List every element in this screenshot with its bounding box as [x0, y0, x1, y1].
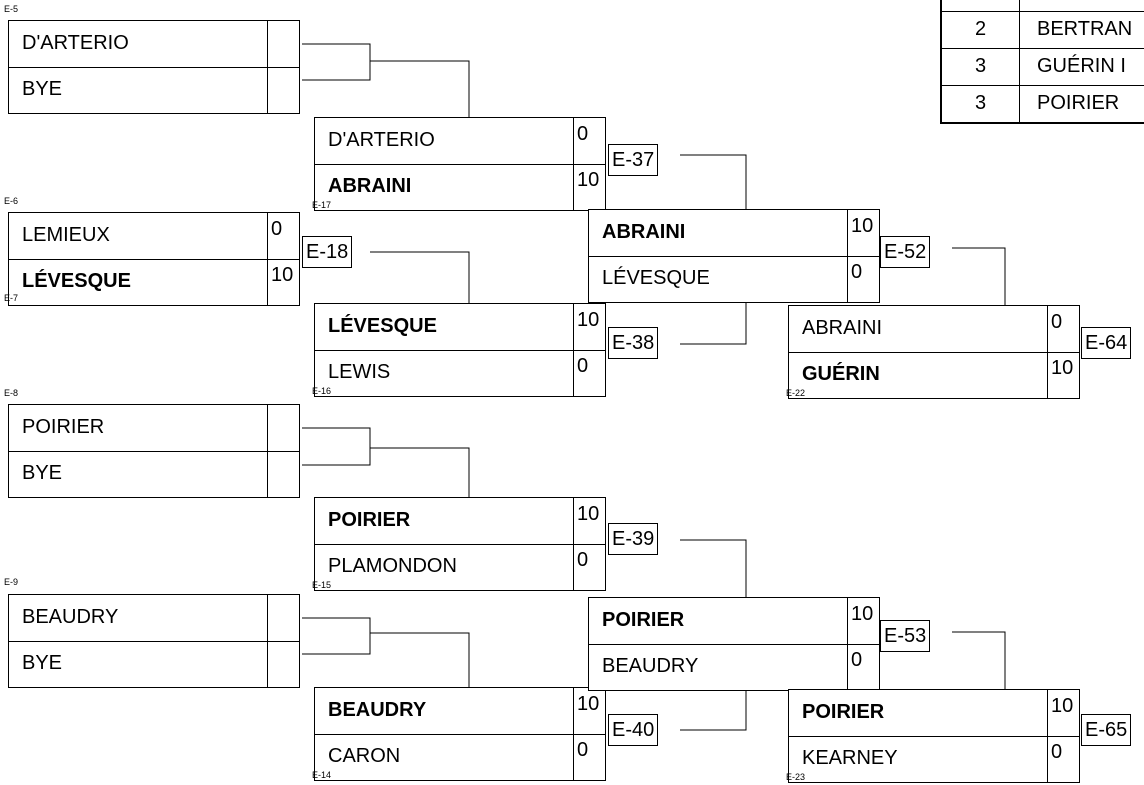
competitor-score: [267, 595, 299, 641]
match-box: [314, 117, 606, 211]
competitor-score: [267, 641, 299, 688]
competitor-row: [789, 352, 1079, 399]
ranking-name: POIRIER: [1037, 92, 1120, 114]
game-label: E-53: [880, 620, 930, 652]
ranking-position: 3: [942, 86, 1020, 122]
ranking-name: GUÉRIN I: [1037, 55, 1126, 77]
competitor-row: [315, 734, 605, 781]
match-box: [314, 303, 606, 397]
ranking-row-clipped: [942, 0, 1144, 11]
competitor-score: 10: [1047, 352, 1079, 399]
competitor-name: BYE: [22, 78, 63, 100]
match-box: [8, 404, 300, 498]
match-box: [314, 497, 606, 591]
competitor-name: GUÉRIN: [802, 363, 880, 385]
competitor-row: [9, 595, 299, 642]
competitor-row: [9, 451, 299, 498]
competitor-row: [589, 256, 879, 303]
match-label: E-5: [4, 4, 19, 14]
ranking-row: [942, 11, 1144, 48]
competitor-score: 0: [573, 734, 605, 781]
competitor-name: BYE: [22, 462, 63, 484]
match-label: E-8: [4, 388, 19, 398]
competitor-row: [9, 259, 299, 306]
game-label: E-64: [1081, 327, 1131, 359]
competitor-score: 0: [847, 644, 879, 691]
competitor-row: [589, 210, 879, 257]
competitor-name: LÉVESQUE: [602, 267, 710, 289]
competitor-score: 0: [847, 256, 879, 303]
competitor-row: [789, 690, 1079, 737]
match-label: E-22: [786, 388, 806, 398]
competitor-score: [267, 451, 299, 498]
ranking-name: BERTRAN: [1037, 18, 1133, 40]
competitor-row: [315, 498, 605, 545]
game-label: E-39: [608, 523, 658, 555]
match-box: [8, 212, 300, 306]
competitor-name: POIRIER: [802, 701, 885, 723]
competitor-score: 0: [573, 350, 605, 397]
competitor-score: 10: [847, 598, 879, 644]
competitor-name: LÉVESQUE: [22, 270, 131, 292]
match-label: E-9: [4, 577, 19, 587]
competitor-score: 10: [573, 688, 605, 734]
competitor-name: POIRIER: [328, 509, 411, 531]
competitor-name: D'ARTERIO: [328, 129, 435, 151]
match-label: E-16: [312, 386, 332, 396]
competitor-row: [789, 736, 1079, 783]
game-label: E-37: [608, 144, 658, 176]
competitor-score: 10: [573, 304, 605, 350]
competitor-name: BYE: [22, 652, 63, 674]
competitor-name: POIRIER: [602, 609, 685, 631]
competitor-name: ABRAINI: [602, 221, 686, 243]
match-box: [588, 597, 880, 691]
competitor-score: 0: [573, 544, 605, 591]
ranking-position: 2: [942, 12, 1020, 48]
competitor-name: LEWIS: [328, 361, 391, 383]
competitor-score: [267, 21, 299, 67]
competitor-row: [589, 644, 879, 691]
competitor-score: 10: [1047, 690, 1079, 736]
ranking-row: [942, 48, 1144, 85]
competitor-row: [315, 544, 605, 591]
match-box: [788, 305, 1080, 399]
match-label: E-14: [312, 770, 332, 780]
ranking-position: 3: [942, 49, 1020, 85]
competitor-score: 0: [573, 118, 605, 164]
competitor-score: 0: [1047, 736, 1079, 783]
competitor-row: [9, 641, 299, 688]
ranking-table: [940, 0, 1144, 124]
competitor-name: LÉVESQUE: [328, 315, 437, 337]
competitor-name: ABRAINI: [802, 317, 883, 339]
competitor-row: [9, 21, 299, 68]
game-label: E-52: [880, 236, 930, 268]
competitor-name: BEAUDRY: [22, 606, 119, 628]
match-label: E-15: [312, 580, 332, 590]
competitor-name: BEAUDRY: [602, 655, 699, 677]
competitor-name: CARON: [328, 745, 401, 767]
competitor-score: 10: [847, 210, 879, 256]
competitor-row: [9, 67, 299, 114]
competitor-name: ABRAINI: [328, 175, 412, 197]
game-label: E-18: [302, 236, 352, 268]
match-label: E-6: [4, 196, 19, 206]
competitor-name: KEARNEY: [802, 747, 898, 769]
competitor-row: [589, 598, 879, 645]
competitor-name: BEAUDRY: [328, 699, 427, 721]
competitor-row: [315, 118, 605, 165]
competitor-row: [315, 164, 605, 211]
match-label: E-17: [312, 200, 332, 210]
match-box: [8, 20, 300, 114]
match-box: [788, 689, 1080, 783]
competitor-name: POIRIER: [22, 416, 105, 438]
competitor-row: [9, 405, 299, 452]
competitor-name: PLAMONDON: [328, 555, 457, 577]
match-box: [588, 209, 880, 303]
match-label: E-23: [786, 772, 806, 782]
competitor-score: 0: [1047, 306, 1079, 352]
match-box: [8, 594, 300, 688]
competitor-row: [315, 350, 605, 397]
competitor-score: [267, 405, 299, 451]
competitor-row: [315, 688, 605, 735]
match-box: [314, 687, 606, 781]
competitor-score: 10: [267, 259, 299, 306]
competitor-score: 0: [267, 213, 299, 259]
competitor-score: [267, 67, 299, 114]
competitor-score: 10: [573, 498, 605, 544]
game-label: E-38: [608, 327, 658, 359]
match-label: E-7: [4, 293, 19, 303]
competitor-row: [789, 306, 1079, 353]
competitor-row: [315, 304, 605, 351]
ranking-row: [942, 85, 1144, 122]
competitor-name: LEMIEUX: [22, 224, 110, 246]
competitor-name: D'ARTERIO: [22, 32, 129, 54]
game-label: E-40: [608, 714, 658, 746]
competitor-row: [9, 213, 299, 260]
competitor-score: 10: [573, 164, 605, 211]
game-label: E-65: [1081, 714, 1131, 746]
